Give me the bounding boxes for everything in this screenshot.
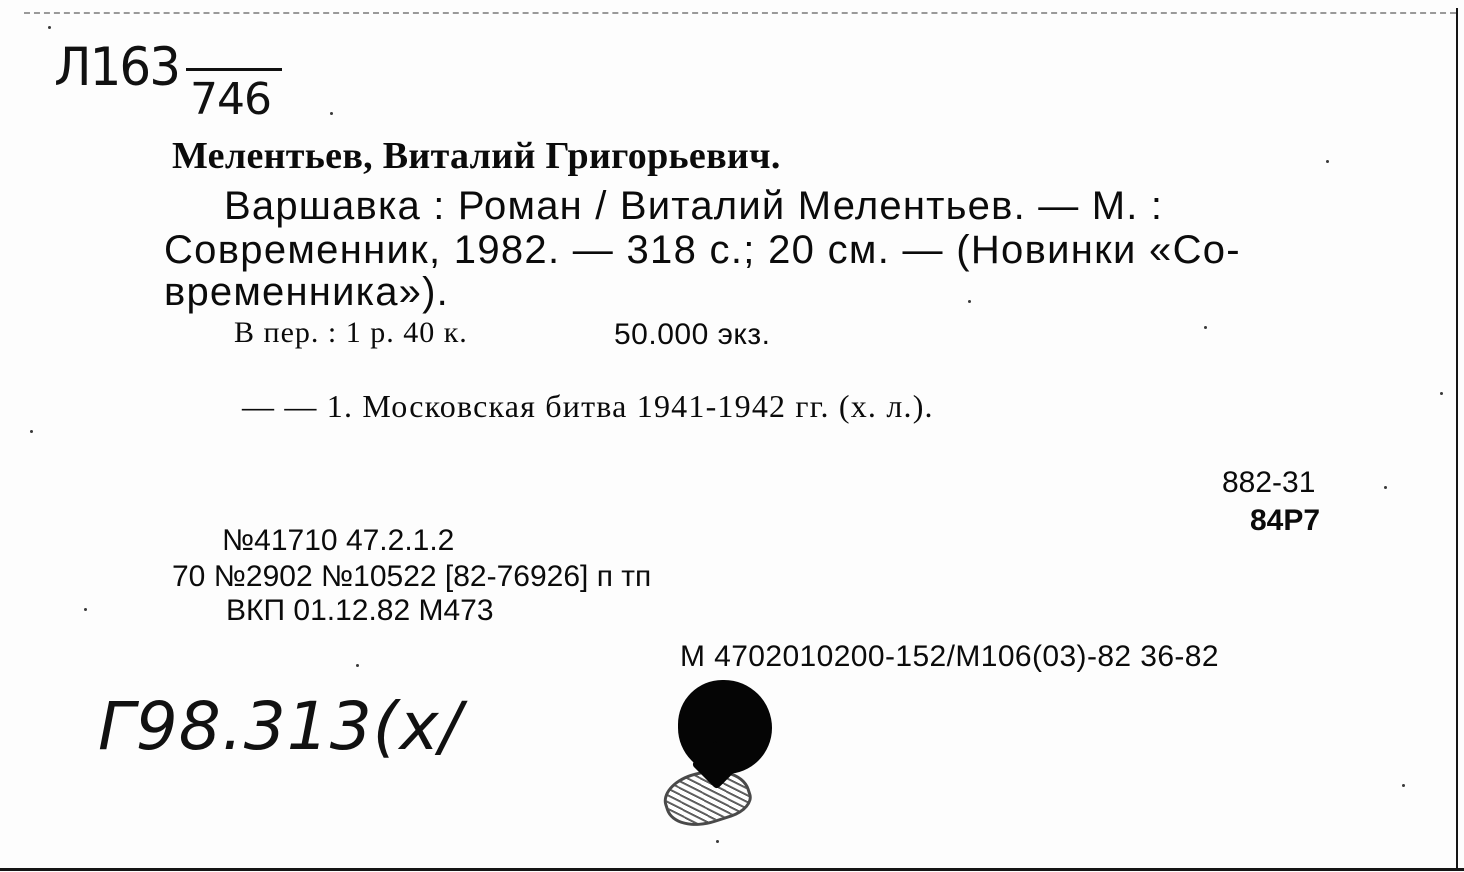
handwritten-shelf-mark: Л163 — [54, 36, 180, 98]
shelf-mark-fraction-bar — [186, 68, 282, 71]
price-note: В пер. : 1 р. 40 к. — [234, 316, 468, 349]
classification-code-1: 882-31 — [1222, 466, 1316, 499]
scan-speck — [1204, 326, 1207, 329]
scan-speck — [1402, 784, 1405, 787]
description-line-2: Современник, 1982. — 318 с.; 20 см. — (Новинки «Со- — [164, 228, 1241, 272]
scan-speck — [1384, 486, 1387, 489]
handwritten-shelf-number: 746 — [190, 74, 271, 125]
scan-speck — [30, 430, 33, 433]
author-heading: Мелентьев, Виталий Григорьевич. — [172, 135, 781, 177]
reference-line-3: ВКП 01.12.82 М473 — [226, 594, 494, 627]
handwritten-class-mark: Г98.313(х/ — [98, 688, 463, 765]
scan-speck — [48, 26, 51, 29]
scan-speck — [1440, 392, 1443, 395]
description-line-1: Варшавка : Роман / Виталий Мелентьев. — М. : — [224, 184, 1164, 228]
scan-speck — [1326, 160, 1329, 163]
scan-speck — [330, 112, 333, 115]
print-run: 50.000 экз. — [614, 318, 771, 351]
subject-heading: — — 1. Московская битва 1941-1942 гг. (х. л.). — [242, 388, 934, 424]
index-code-line: М 4702010200-152/М106(03)-82 36-82 — [680, 640, 1219, 673]
reference-line-2: 70 №2902 №10522 [82-76926] п тп — [172, 560, 652, 593]
classification-code-2: 84Р7 — [1250, 504, 1321, 537]
scan-speck — [356, 664, 359, 667]
reference-line-1: №41710 47.2.1.2 — [222, 524, 455, 557]
scan-speck — [84, 608, 87, 611]
card-right-edge — [1456, 8, 1458, 868]
card-bottom-edge — [0, 868, 1464, 871]
scan-speck — [968, 300, 971, 303]
card-top-edge — [24, 12, 1456, 16]
scan-speck — [716, 840, 719, 843]
description-line-3: временника»). — [164, 270, 449, 314]
